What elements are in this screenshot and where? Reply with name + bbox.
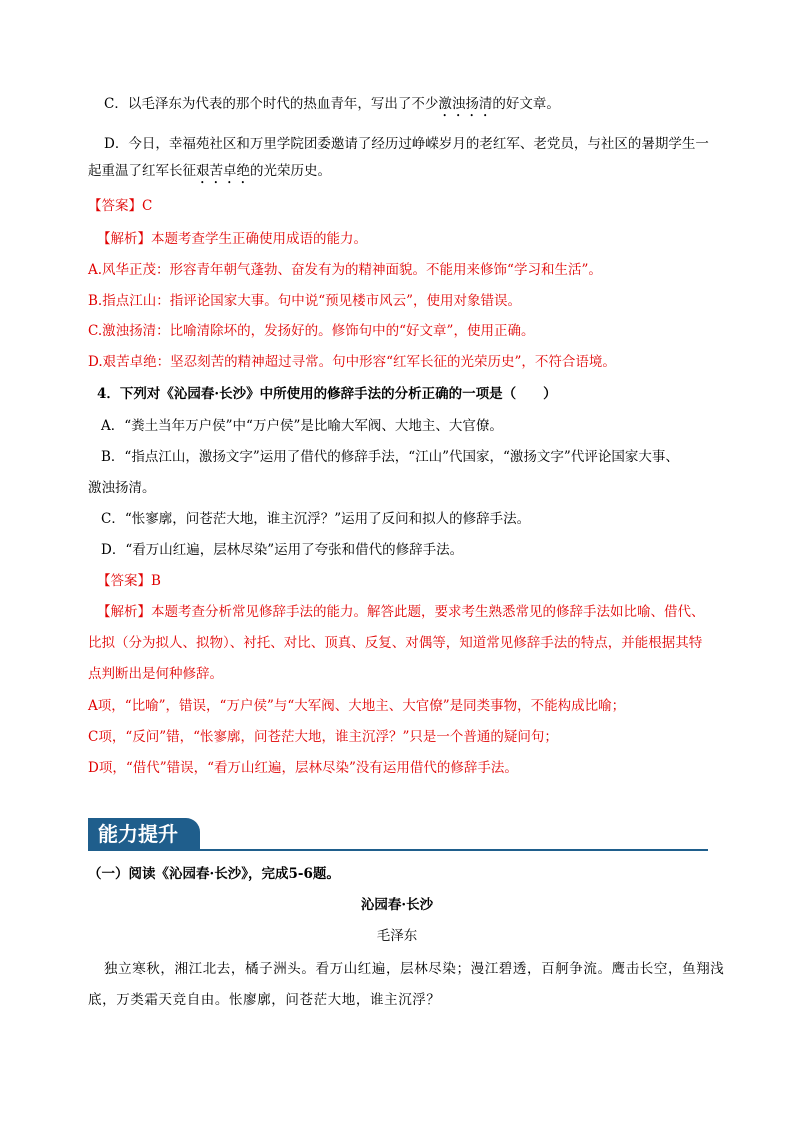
q3-analysis-text: 本题考查学生正确使用成语的能力。 — [151, 231, 367, 247]
q4-answer — [97, 573, 161, 589]
q4-note-d: D项，“借代”错误，“看万山红遍，层林尽染”没有运用借代的修辞手法。 — [88, 760, 518, 776]
q4-note-a: A项，“比喻”，错误，“万户侯”与“大军阀、大地主、大官僚”是同类事物，不能构成比喻； — [88, 698, 626, 714]
q3-option-d-line2 — [88, 163, 331, 187]
q4-note-c: C项，“反问”错，“怅寥廓，问苍茫大地，谁主沉浮？”只是一个普通的疑问句； — [88, 729, 558, 745]
q4-answer-label: 【答案】 — [97, 573, 151, 589]
q4-option-b-line2: 激浊扬清。 — [88, 480, 156, 496]
q4-analysis-label: 【解析】 — [97, 604, 151, 620]
q3-answer — [88, 198, 152, 214]
q3-answer-label: 【答案】 — [88, 198, 142, 214]
poem-line-2: 底，万类霜天竞自由。怅廖廓，问苍茫大地，谁主沉浮？ — [88, 992, 441, 1008]
q3-option-c — [104, 96, 560, 120]
reading-prompt: （一）阅读《沁园春·长沙》，完成5-6题。 — [88, 866, 340, 882]
q3-note-d: D.艰苦卓绝：坚忍刻苦的精神超过寻常。句中形容“红军长征的光荣历史”，不符合语境。 — [88, 354, 616, 370]
section-banner-rule — [88, 849, 708, 851]
q3-option-d-idiom: 艰苦卓绝 — [196, 163, 250, 179]
q4-option-d: D．“看万山红遍，层林尽染”运用了夸张和借代的修辞手法。 — [101, 542, 464, 558]
q3-note-b: B.指点江山：指评论国家大事。句中说“预见楼市风云”，使用对象错误。 — [88, 293, 522, 309]
poem-line-1: 独立寒秋，湘江北去，橘子洲头。看万山红遍，层林尽染；漫江碧透，百舸争流。鹰击长空，鱼翔浅 — [104, 961, 725, 977]
q3-option-d-line1: D．今日，幸福苑社区和万里学院团委邀请了经历过峥嵘岁月的老红军、老党员，与社区的暑期学生一 — [104, 136, 709, 152]
q4-analysis-line3: 点判断出是何种修辞。 — [88, 666, 223, 682]
q3-option-c-idiom: 激浊扬清 — [438, 96, 493, 112]
q3-option-c-tail: 的好文章。 — [492, 96, 560, 112]
q3-analysis — [97, 231, 367, 247]
poem-author: 毛泽东 — [376, 928, 418, 944]
q3-option-c-text: C．以毛泽东为代表的那个时代的热血青年，写出了不少 — [104, 96, 439, 112]
q3-note-a: A.风华正茂：形容青年朝气蓬勃、奋发有为的精神面貌。不能用来修饰“学习和生活”。 — [88, 262, 602, 278]
q4-stem: 4．下列对《沁园春·长沙》中所使用的修辞手法的分析正确的一项是（ ） — [97, 386, 557, 402]
q4-option-a: A．“粪土当年万户侯”中“万户侯”是比喻大军阀、大地主、大官僚。 — [101, 418, 503, 434]
section-banner: 能力提升 — [88, 818, 200, 850]
q4-answer-value: B — [151, 573, 161, 589]
q4-analysis-line1 — [97, 604, 705, 620]
q4-option-c: C．“怅寥廓，问苍茫大地，谁主沉浮？”运用了反问和拟人的修辞手法。 — [101, 511, 531, 527]
q3-note-c: C.激浊扬清：比喻清除坏的，发扬好的。修饰句中的“好文章”，使用正确。 — [88, 323, 535, 339]
q3-answer-value: C — [142, 198, 153, 214]
q4-analysis-text: 本题考查分析常见修辞手法的能力。解答此题，要求考生熟悉常见的修辞手法如比喻、借代、 — [151, 604, 705, 620]
q3-option-d-text: 起重温了红军长征 — [88, 163, 196, 179]
q3-analysis-label: 【解析】 — [97, 231, 151, 247]
q4-analysis-line2: 比拟（分为拟人、拟物）、衬托、对比、顶真、反复、对偶等，知道常见修辞手法的特点，并能根据其特 — [88, 635, 703, 651]
q4-option-b-line1: B．“指点江山，激扬文字”运用了借代的修辞手法，“江山”代国家，“激扬文字”代评论国家大事、 — [101, 449, 679, 465]
q3-option-d-tail: 的光荣历史。 — [250, 163, 331, 179]
poem-title: 沁园春·长沙 — [360, 897, 434, 913]
